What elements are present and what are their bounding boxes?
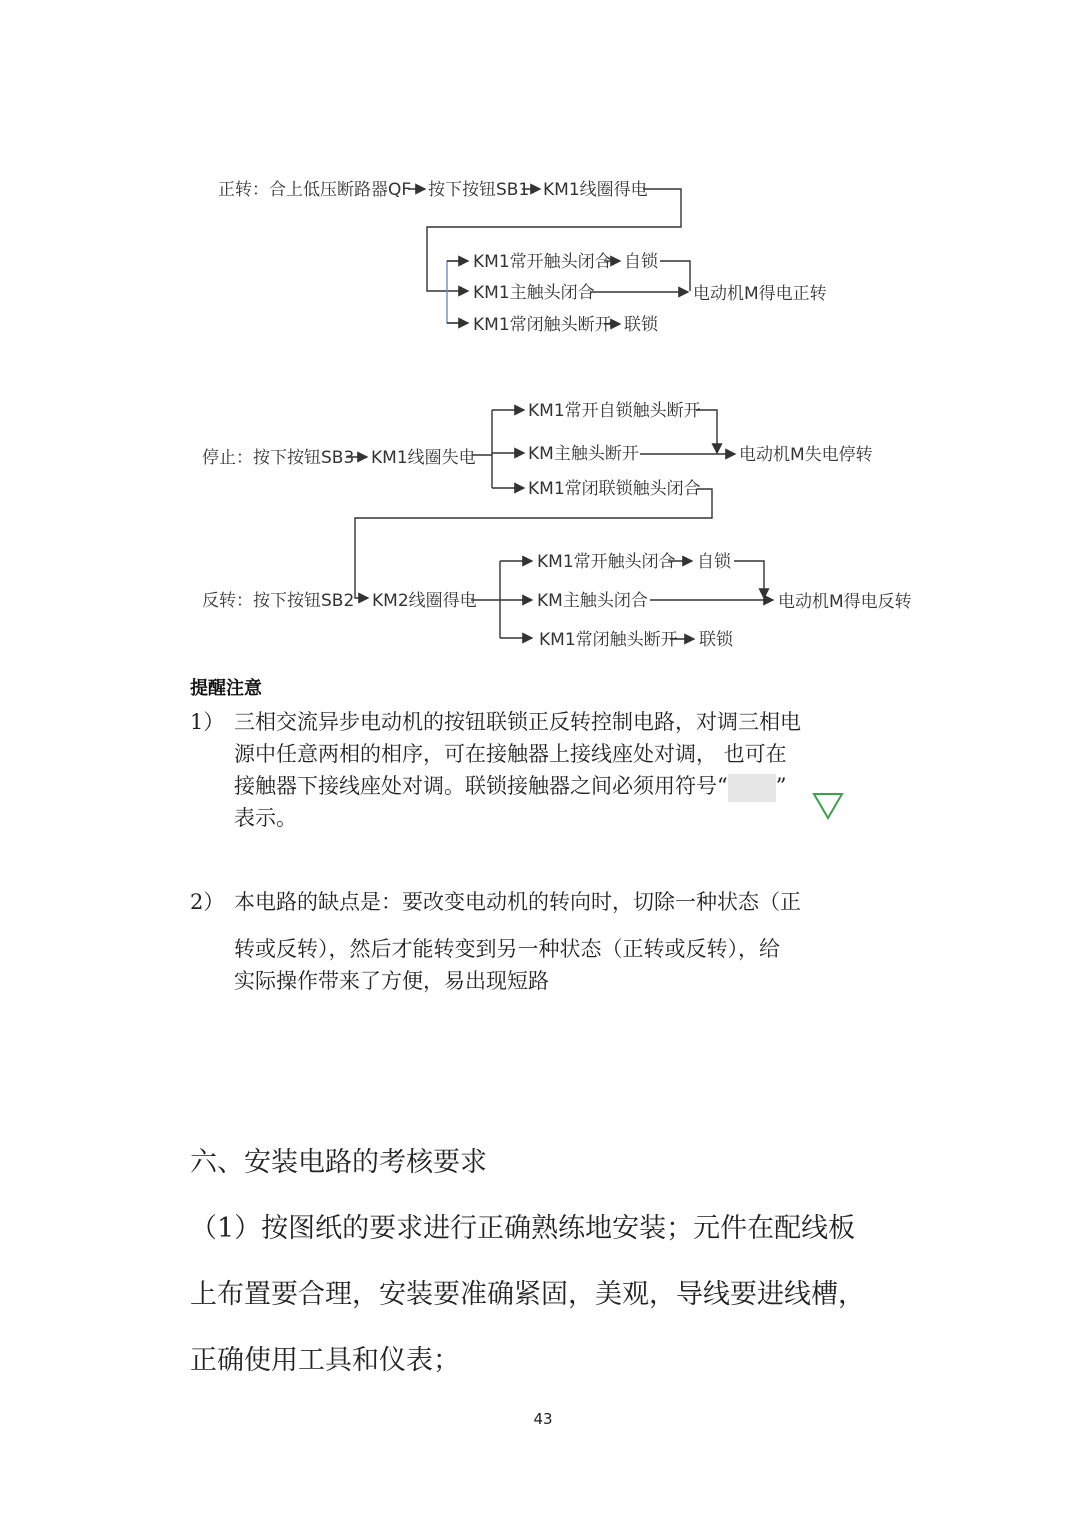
forward-branch-nc: KM1常闭触头断开 [473, 315, 612, 335]
stop-result: 电动机M失电停转 [739, 445, 873, 465]
note-item-1 [190, 706, 910, 836]
note-2-line: 本电路的缺点是：要改变电动机的转向时，切除一种状态（正 [234, 890, 801, 914]
control-flow-diagram [0, 0, 1086, 680]
reverse-start: 反转：按下按钮SB2 [202, 591, 355, 611]
note-1-line: 表示。 [234, 806, 297, 830]
reverse-result: 电动机M得电反转 [778, 592, 912, 612]
note-2-line: 实际操作带来了方便，易出现短路 [234, 969, 549, 993]
note-item-2 [190, 886, 910, 996]
note-1-number: 1） [190, 710, 225, 734]
forward-coil: KM1线圈得电 [543, 180, 648, 200]
stop-coil: KM1线圈失电 [371, 448, 476, 468]
flow-diagram-svg [0, 0, 1086, 680]
page-number: 43 [533, 1410, 553, 1428]
reverse-self-lock: 自锁 [697, 552, 731, 572]
note-1-text: 接触器下接线座处对调。联锁接触器之间必须用符号“ [234, 774, 728, 798]
reverse-interlock: 联锁 [699, 630, 733, 650]
forward-self-lock: 自锁 [624, 252, 658, 272]
section-paragraph-line: （1）按图纸的要求进行正确熟练地安装；元件在配线板 [190, 1213, 856, 1244]
notes-title: 提醒注意 [190, 678, 262, 699]
reverse-coil: KM2线圈得电 [372, 591, 477, 611]
connector-line [427, 189, 681, 291]
stop-branch-nc: KM1常闭联锁触头闭合 [528, 479, 701, 499]
interlock-triangle-icon [812, 792, 844, 820]
symbol-placeholder [728, 774, 776, 802]
reverse-branch-nc: KM1常闭触头断开 [539, 630, 678, 650]
stop-start: 停止：按下按钮SB3 [202, 448, 355, 468]
note-1-line: 源中任意两相的相序，可在接触器上接线座处对调， 也可在 [234, 742, 787, 766]
connector-line [734, 561, 764, 598]
note-1-quote: ” [775, 774, 787, 798]
note-1-line [234, 770, 786, 802]
connector-line [355, 489, 712, 598]
reverse-branch-no: KM1常开触头闭合 [537, 552, 676, 572]
stop-branch-main: KM主触头断开 [528, 444, 639, 464]
branch-bracket [447, 261, 468, 323]
section-heading: 六、安装电路的考核要求 [190, 1147, 487, 1178]
forward-branch-no: KM1常开触头闭合 [473, 252, 612, 272]
reverse-branch-main: KM主触头闭合 [537, 591, 648, 611]
forward-press: 按下按钮SB1 [428, 180, 530, 200]
note-1-line: 三相交流异步电动机的按钮联锁正反转控制电路，对调三相电 [234, 710, 801, 734]
forward-start: 正转：合上低压断路器QF [218, 180, 412, 200]
forward-branch-main: KM1主触头闭合 [473, 283, 595, 303]
note-2-line: 转或反转），然后才能转变到另一种状态（正转或反转），给 [234, 937, 780, 961]
note-2-number: 2） [190, 890, 225, 914]
forward-interlock: 联锁 [624, 315, 658, 335]
section-paragraph-line: 上布置要合理，安装要准确紧固，美观，导线要进线槽， [190, 1279, 865, 1310]
stop-branch-no: KM1常开自锁触头断开 [528, 401, 701, 421]
connector-line [660, 261, 690, 291]
forward-result: 电动机M得电正转 [693, 284, 827, 304]
section-paragraph-line: 正确使用工具和仪表； [190, 1345, 460, 1376]
